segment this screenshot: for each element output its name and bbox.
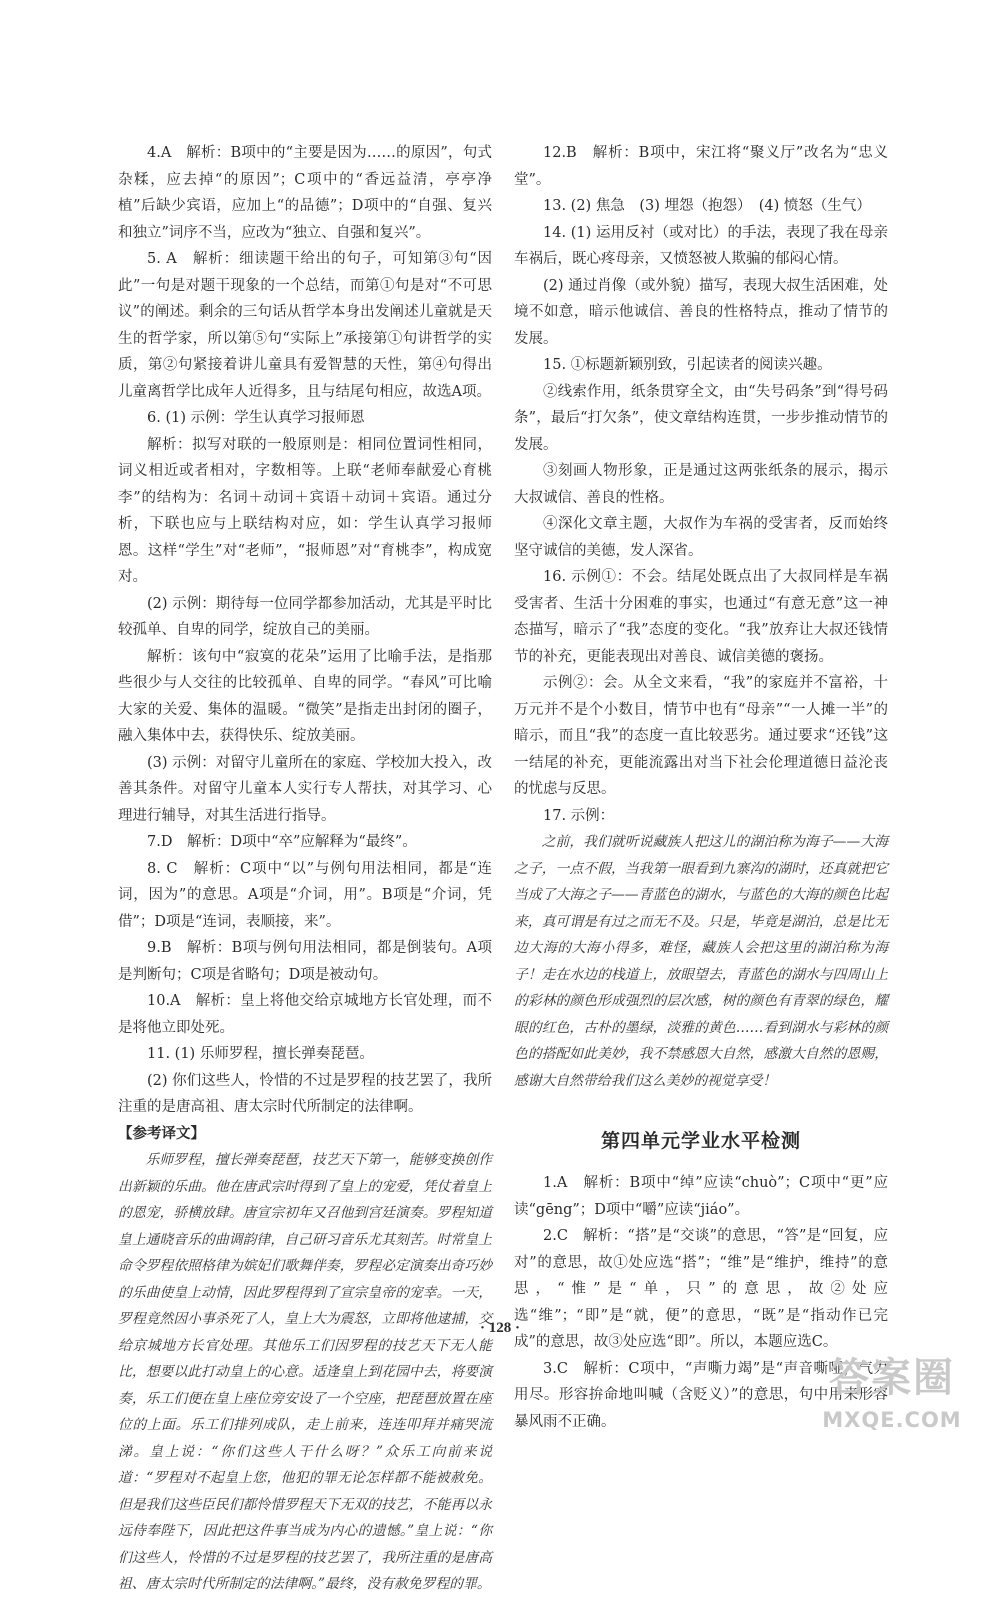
answer-6-2-analysis: 解析：该句中“寂寞的花朵”运用了比喻手法，是指那些很少与人交往的比较孤单、自卑的同学。“春风”可比喻大家的关爱、集体的温暖。“微笑”是指走出封闭的圈子，融入集体中去，获得快乐、绽放美丽。 xyxy=(118,648,492,744)
answer-6-1: 6. (1) 示例：学生认真学习报师恩 xyxy=(147,410,365,426)
answer-11-1: 11. (1) 乐师罗程，擅长弹奏琵琶。 xyxy=(147,1046,374,1062)
answer-8: 8. C 解析：C项中“以”与例句用法相同，都是“连词，因为”的意思。A项是“介词，用”。B项是“介词，凭借”；D项是“连词，表顺接，来”。 xyxy=(118,860,492,930)
answer-7: 7.D 解析：D项中“卒”应解释为“最终”。 xyxy=(147,834,417,850)
watermark-logo xyxy=(802,1350,982,1442)
section-answer-3: 3.C 解析：C项中，“声嘶力竭”是“声音嘶哑，气力用尽。形容拚命地叫喊（含贬义）”的意思，句中用来形容暴风雨不正确。 xyxy=(514,1360,888,1430)
answer-15-4: ④深化文章主题，大叔作为车祸的受害者，反而始终坚守诚信的美德，发人深省。 xyxy=(514,516,888,559)
reference-translation: 乐师罗程，擅长弹奏琵琶，技艺天下第一，能够变换创作出新颖的乐曲。他在唐武宗时得到了皇上的宠爱，凭仗着皇上的恩宠，骄横放肆。唐宣宗初年又召他到宫廷演奏。罗程知道皇上通晓音乐的曲调韵律，自己研习音乐尤其刻苦。时常皇上命令罗程依照格律为嫔妃们歌舞伴奏，罗程必定演奏出奇巧妙的乐曲使皇上动情，因此罗程得到了宣宗皇帝的宠幸。一天，罗程竟然因小事杀死了人，皇上大为震怒，立即将他逮捕，交给京城地方长官处理。其他乐工们因罗程的技艺天下无人能比，想要以此打动皇上的心意。适逢皇上到花园中去，将要演奏，乐工们便在皇上座位旁安设了一个空座，把琵琶放置在座位的上面。乐工们排列成队，走上前来，连连叩拜并痛哭流涕。皇上说：“你们这些人干什么呀？”众乐工向前来说道：“罗程对不起皇上您，他犯的罪无论怎样都不能被赦免。但是我们这些臣民们都怜惜罗程天下无双的技艺，不能再以永远侍奉陛下，因此把这件事当成为内心的遗憾。”皇上说：“你们这些人，怜惜的不过是罗程的技艺罢了，我所注重的是唐高祖、唐太宗时代所制定的法律啊。”最终，没有赦免罗程的罪。 xyxy=(118,1152,492,1592)
section-answer-1: 1.A 解析：B项中“绰”应读“chuò”；C项中“更”应读“gēng”；D项中“嚼”应读“jiáo”。 xyxy=(514,1175,888,1218)
reference-translation-heading: 【参考译文】 xyxy=(118,1125,205,1142)
section-answer-2: 2.C 解析：“搭”是“交谈”的意思，“答”是“回复，应对”的意思，故①处应选“搭”；“维”是“维护，维持”的意思，“惟”是“单，只”的意思，故②处应选“维”；“即”是“就，便”的意思，“既”是“指动作已完成”的意思，故③处应选“即”。所以，本题应选C。 xyxy=(514,1228,888,1350)
left-column xyxy=(118,140,492,1598)
answer-17: 17. 示例： xyxy=(543,807,615,824)
sample-essay: 之前，我们就听说藏族人把这儿的湖泊称为海子——大海之子，一点不假，当我第一眼看到九寨沟的湖时，还真就把它当成了大海之子——青蓝色的湖水，与蓝色的大海的颜色比起来，真可谓是有过之而无不及。只是，毕竟是湖泊，总是比无边大海的大海小得多，难怪，藏族人会把这里的湖泊称为海子！走在水边的栈道上，放眼望去，青蓝色的湖水与四周山上的彩林的颜色形成强烈的层次感，树的颜色有青翠的绿色，耀眼的红色，古朴的墨绿，淡雅的黄色……看到湖水与彩林的颜色的搭配如此美妙，我不禁感恩大自然，感激大自然的恩赐，感谢大自然带给我们这么美妙的视觉享受！ xyxy=(514,834,888,1089)
answer-14-2: (2) 通过肖像（或外貌）描写，表现大叔生活困难，处境不如意，暗示他诚信、善良的性格特点，推动了情节的发展。 xyxy=(514,277,888,347)
answer-6-3: (3) 示例：对留守儿童所在的家庭、学校加大投入，改善其条件。对留守儿童本人实行专人帮扶，对其学习、心理进行辅导，对其生活进行指导。 xyxy=(118,754,492,824)
answer-15-1: 15. ①标题新颖别致，引起读者的阅读兴趣。 xyxy=(543,357,832,373)
answer-5: 5. A 解析：细读题干给出的句子，可知第③句“因此”一句是对题干现象的一个总结，而第①句是对“不可思议”的阐述。剩余的三句话从哲学本身出发阐述儿童就是天生的哲学家，所以第⑤句“实际上”承接第①句讲哲学的实质，第②句紧接着讲儿童具有爱智慧的天性，第④句得出儿童离哲学比成年人近得多，且与结尾句相应，故选A项。 xyxy=(118,251,492,400)
answer-16-example-1: 16. 示例①：不会。结尾处既点出了大叔同样是车祸受害者、生活十分困难的事实，也通过“有意无意”这一神态描写，暗示了“我”态度的变化。“我”放弃让大叔还钱情节的补充，更能表现出对善良、诚信美德的褒扬。 xyxy=(514,569,888,665)
answer-13: 13. (2) 焦急 (3) 埋怨（抱怨） (4) 愤怒（生气） xyxy=(543,198,871,214)
watermark-main-text: 答案圈 xyxy=(829,1355,955,1401)
watermark-url: MXQE.COM xyxy=(822,1408,962,1432)
answer-9: 9.B 解析：B项与例句用法相同，都是倒装句。A项是判断句；C项是省略句；D项是被动句。 xyxy=(118,940,492,983)
answer-6-1-analysis: 解析：拟写对联的一般原则是：相同位置词性相同，词义相近或者相对，字数相等。上联“老师奉献爱心育桃李”的结构为：名词＋动词＋宾语＋动词＋宾语。通过分析，下联也应与上联结构对应，如：学生认真学习报师恩。这样“学生”对“老师”，“报师恩”对“育桃李”，构成宽对。 xyxy=(118,436,492,585)
answer-6-2: (2) 示例：期待每一位同学都参加活动，尤其是平时比较孤单、自卑的同学，绽放自己的美丽。 xyxy=(118,595,492,638)
answer-4: 4.A 解析：B项中的“主要是因为……的原因”，句式杂糅，应去掉“的原因”；C项中的“香远益清，亭亭净植”后缺少宾语，应加上“的品德”；D项中的“自强、复兴和独立”词序不当，应改为“独立、自强和复兴”。 xyxy=(118,145,492,241)
answer-12: 12.B 解析：B项中，宋江将“聚义厅”改名为“忠义堂”。 xyxy=(514,145,888,188)
page-number: · 128 · xyxy=(479,1320,520,1336)
answer-11-2: (2) 你们这些人，怜惜的不过是罗程的技艺罢了，我所注重的是唐高祖、唐太宗时代所制定的法律啊。 xyxy=(118,1072,492,1115)
answer-16-example-2: 示例②：会。从全文来看，“我”的家庭并不富裕，十万元并不是个小数目，情节中也有“母亲”“一人摊一半”的暗示，而且“我”的态度一直比较恶劣。通过要求“还钱”这一结尾的补充，更能流露出对当下社会伦理道德日益沦丧的忧虑与反思。 xyxy=(514,675,888,797)
right-column xyxy=(514,140,888,1435)
answer-14-1: 14. (1) 运用反衬（或对比）的手法，表现了我在母亲车祸后，既心疼母亲，又愤怒被人欺骗的郁闷心情。 xyxy=(514,224,888,267)
section-title: 第四单元学业水平检测 xyxy=(600,1130,801,1152)
answer-10: 10.A 解析：皇上将他交给京城地方长官处理，而不是将他立即处死。 xyxy=(118,993,492,1036)
answer-15-2: ②线索作用，纸条贯穿全文，由“失号码条”到“得号码条”，最后“打欠条”，使文章结构连贯，一步步推动情节的发展。 xyxy=(514,383,888,453)
answer-15-3: ③刻画人物形象，正是通过这两张纸条的展示，揭示大叔诚信、善良的性格。 xyxy=(514,463,888,506)
